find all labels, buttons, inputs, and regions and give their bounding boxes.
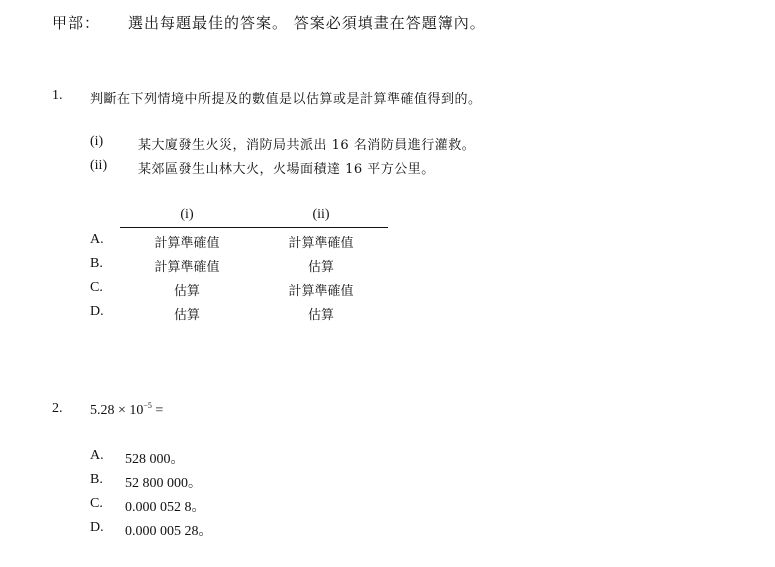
statement-ii-text: 某郊區發生山林大火，火場面積達 16 平方公里。 bbox=[138, 162, 435, 177]
q2-option-c-label: C. bbox=[90, 496, 103, 511]
question-1-number: 1. bbox=[52, 88, 63, 103]
q2-option-a-text: 528 000。 bbox=[125, 452, 185, 467]
q2-option-b-label: B. bbox=[90, 472, 103, 487]
section-label: 甲部： bbox=[52, 14, 101, 32]
statement-i-text: 某大廈發生火災，消防局共派出 16 名消防員進行灌救。 bbox=[138, 138, 476, 153]
question-2-number: 2. bbox=[52, 401, 63, 416]
q2-option-a-label: A. bbox=[90, 448, 104, 463]
section-instruction: 選出每題最佳的答案。 答案必須填畫在答題簿內。 bbox=[128, 14, 486, 32]
expression-exponent: −5 bbox=[143, 401, 152, 410]
q1-option-a-label: A. bbox=[90, 232, 104, 247]
expression-base: 5.28 × 10 bbox=[90, 403, 144, 418]
q1-option-a-col2: 計算準確值 bbox=[288, 236, 354, 251]
q1-option-d-col2: 估算 bbox=[307, 308, 334, 323]
q2-option-c-text: 0.000 052 8。 bbox=[125, 500, 206, 515]
q1-option-b-label: B. bbox=[90, 256, 103, 271]
statement-i-label: (i) bbox=[90, 134, 104, 149]
q1-option-c-label: C. bbox=[90, 280, 103, 295]
q1-option-b-col1: 計算準確值 bbox=[154, 260, 220, 275]
expression-equals: = bbox=[151, 403, 164, 418]
q2-option-d-label: D. bbox=[90, 520, 104, 535]
question-2-expression bbox=[90, 401, 163, 419]
question-1-prompt: 判斷在下列情境中所提及的數值是以估算或是計算準確值得到的。 bbox=[90, 92, 482, 107]
q1-option-d-label: D. bbox=[90, 304, 104, 319]
q2-option-b-text: 52 800 000。 bbox=[125, 476, 202, 491]
table-header-ii: (ii) bbox=[312, 207, 330, 222]
q1-option-a-col1: 計算準確值 bbox=[154, 236, 220, 251]
q2-option-d-text: 0.000 005 28。 bbox=[125, 524, 213, 539]
statement-ii-label: (ii) bbox=[90, 158, 108, 173]
q1-option-b-col2: 估算 bbox=[307, 260, 334, 275]
table-header-i: (i) bbox=[180, 207, 194, 222]
table-header-rule bbox=[120, 227, 388, 228]
q1-option-c-col1: 估算 bbox=[173, 284, 200, 299]
q1-option-c-col2: 計算準確值 bbox=[288, 284, 354, 299]
q1-option-d-col1: 估算 bbox=[173, 308, 200, 323]
